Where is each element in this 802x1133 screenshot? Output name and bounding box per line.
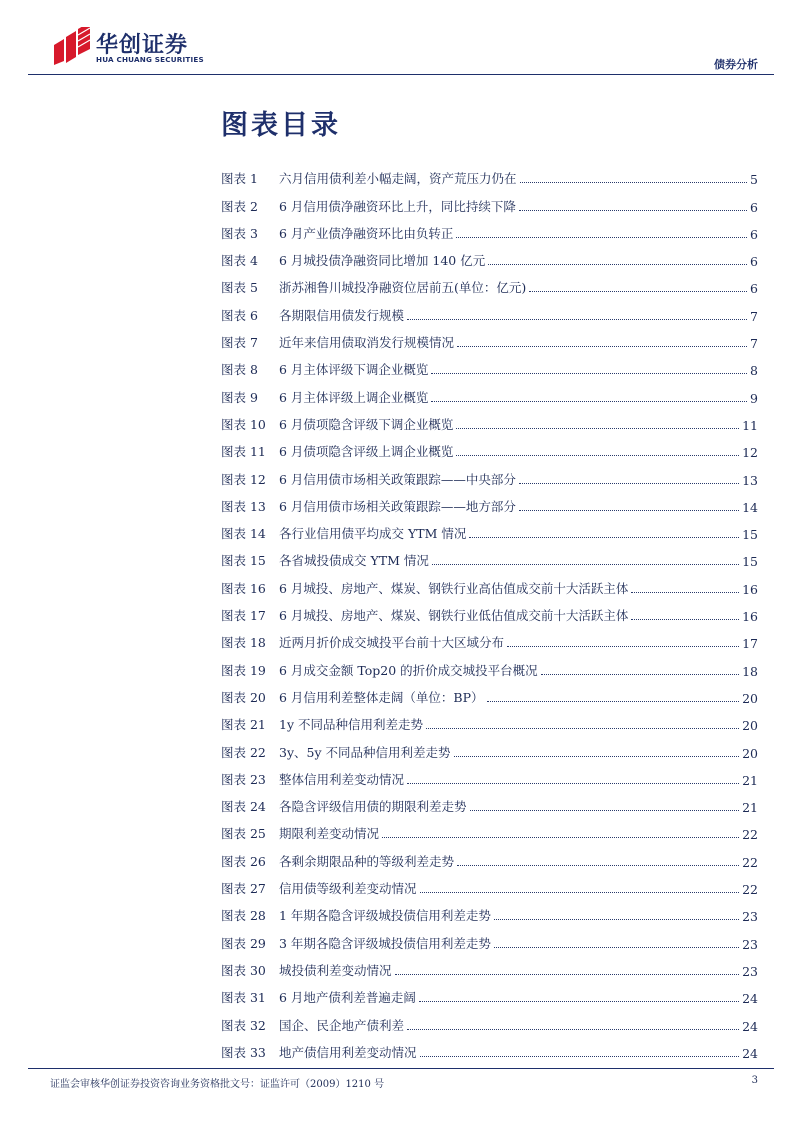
toc-entry-page: 21 — [742, 800, 758, 816]
toc-entry-label: 图表 4 — [221, 253, 258, 269]
toc-entry-label: 图表 9 — [221, 389, 258, 405]
toc-entry[interactable] — [221, 651, 758, 678]
toc-entry-page: 14 — [742, 499, 758, 515]
toc-dot-leader — [470, 810, 740, 811]
toc-entry[interactable] — [221, 433, 758, 460]
toc-entry-label: 图表 15 — [221, 553, 266, 569]
toc-entry-page: 6 — [750, 281, 758, 297]
toc-entry-page: 12 — [742, 445, 758, 461]
toc-entry-title: 6 月地产债利差普遍走阔 — [279, 990, 416, 1006]
toc-entry[interactable] — [221, 842, 758, 869]
page-number: 3 — [751, 1075, 758, 1086]
toc-entry[interactable] — [221, 406, 758, 433]
toc-entry-label: 图表 33 — [221, 1044, 266, 1060]
toc-dot-leader — [420, 1056, 740, 1057]
toc-entry-label: 图表 30 — [221, 962, 266, 978]
toc-entry-title: 各剩余期限品种的等级利差走势 — [279, 853, 455, 869]
toc-entry-title: 各省城投债成交 YTM 情况 — [279, 553, 429, 569]
toc-entry-page: 6 — [750, 199, 758, 215]
toc-entry-title: 3 年期各隐含评级城投债信用利差走势 — [279, 935, 491, 951]
toc-entry-page: 16 — [742, 581, 758, 597]
footer-license-text: 证监会审核华创证券投资咨询业务资格批文号：证监许可（2009）1210 号 — [50, 1079, 385, 1090]
toc-dot-leader — [407, 1029, 739, 1030]
toc-entry-title: 各隐含评级信用债的期限利差走势 — [279, 799, 467, 815]
toc-entry[interactable] — [221, 187, 758, 214]
toc-entry[interactable] — [221, 296, 758, 323]
toc-entry-label: 图表 17 — [221, 608, 266, 624]
toc-entry[interactable] — [221, 924, 758, 951]
toc-entry-page: 23 — [742, 909, 758, 925]
toc-entry-label: 图表 8 — [221, 362, 258, 378]
toc-entry[interactable] — [221, 515, 758, 542]
toc-entry-label: 图表 32 — [221, 1017, 266, 1033]
toc-entry-label: 图表 31 — [221, 990, 266, 1006]
toc-dot-leader — [456, 455, 739, 456]
toc-entry-title: 6 月信用利差整体走阔（单位：BP） — [279, 689, 484, 705]
toc-entry[interactable] — [221, 815, 758, 842]
toc-entry-page: 11 — [742, 417, 758, 433]
toc-entry-page: 8 — [750, 363, 758, 379]
toc-dot-leader — [457, 346, 747, 347]
toc-entry-title: 6 月主体评级下调企业概览 — [279, 362, 429, 378]
toc-entry-label: 图表 25 — [221, 826, 266, 842]
header-divider — [28, 74, 774, 75]
toc-entry-page: 18 — [742, 663, 758, 679]
toc-entry-title: 国企、民企地产债利差 — [279, 1017, 405, 1033]
toc-entry-label: 图表 13 — [221, 498, 266, 514]
toc-entry[interactable] — [221, 788, 758, 815]
toc-entry-label: 图表 20 — [221, 689, 266, 705]
toc-entry[interactable] — [221, 733, 758, 760]
toc-entry-label: 图表 6 — [221, 307, 258, 323]
toc-entry[interactable] — [221, 706, 758, 733]
toc-entry-page: 24 — [742, 1045, 758, 1061]
toc-dot-leader — [419, 1001, 739, 1002]
toc-dot-leader — [519, 510, 739, 511]
toc-entry[interactable] — [221, 242, 758, 269]
toc-entry-page: 20 — [742, 690, 758, 706]
toc-entry-page: 23 — [742, 936, 758, 952]
toc-entry[interactable] — [221, 160, 758, 187]
toc-entry-title: 6 月产业债净融资环比由负转正 — [279, 225, 454, 241]
toc-entry-label: 图表 14 — [221, 526, 266, 542]
toc-entry-title: 城投债利差变动情况 — [279, 962, 392, 978]
toc-entry[interactable] — [221, 460, 758, 487]
toc-entry-page: 24 — [742, 991, 758, 1007]
toc-dot-leader — [431, 373, 747, 374]
toc-entry-page: 22 — [742, 827, 758, 843]
toc-entry-title: 近两月折价成交城投平台前十大区域分布 — [279, 635, 505, 651]
toc-entry-page: 24 — [742, 1018, 758, 1034]
toc-entry-label: 图表 27 — [221, 881, 266, 897]
toc-dot-leader — [631, 619, 739, 620]
toc-entry-label: 图表 18 — [221, 635, 266, 651]
toc-entry-label: 图表 26 — [221, 853, 266, 869]
toc-dot-leader — [456, 237, 747, 238]
toc-dot-leader — [541, 674, 739, 675]
toc-entry-title: 1 年期各隐含评级城投债信用利差走势 — [279, 908, 491, 924]
toc-entry[interactable] — [221, 679, 758, 706]
toc-entry[interactable] — [221, 1006, 758, 1033]
toc-dot-leader — [454, 756, 740, 757]
toc-entry[interactable] — [221, 351, 758, 378]
toc-dot-leader — [469, 537, 739, 538]
toc-entry-label: 图表 1 — [221, 171, 258, 187]
toc-dot-leader — [432, 564, 739, 565]
toc-dot-leader — [488, 264, 747, 265]
toc-entry-label: 图表 29 — [221, 935, 266, 951]
toc-entry-title: 近年来信用债取消发行规模情况 — [279, 335, 455, 351]
toc-entry-page: 13 — [742, 472, 758, 488]
toc-entry[interactable] — [221, 624, 758, 651]
toc-dot-leader — [426, 728, 739, 729]
toc-entry-title: 1y 不同品种信用利差走势 — [279, 717, 423, 733]
page-title: 图表目录 — [221, 110, 341, 141]
toc-dot-leader — [457, 865, 739, 866]
footer-divider — [28, 1068, 774, 1069]
toc-entry-label: 图表 11 — [221, 444, 266, 460]
toc-dot-leader — [395, 974, 740, 975]
page-header — [0, 0, 802, 76]
toc-entry-title: 各期限信用债发行规模 — [279, 307, 405, 323]
toc-entry[interactable] — [221, 378, 758, 405]
toc-entry-page: 15 — [742, 527, 758, 543]
toc-entry-page: 5 — [750, 172, 758, 188]
toc-entry[interactable] — [221, 897, 758, 924]
toc-entry[interactable] — [221, 979, 758, 1006]
toc-entry-title: 6 月城投债净融资同比增加 140 亿元 — [279, 253, 486, 269]
toc-entry-label: 图表 22 — [221, 744, 266, 760]
toc-entry-title: 6 月主体评级上调企业概览 — [279, 389, 429, 405]
toc-entry[interactable] — [221, 870, 758, 897]
toc-entry[interactable] — [221, 215, 758, 242]
toc-entry-page: 21 — [742, 772, 758, 788]
toc-dot-leader — [519, 210, 747, 211]
toc-entry-page: 9 — [750, 390, 758, 406]
toc-entry-label: 图表 5 — [221, 280, 258, 296]
toc-entry[interactable] — [221, 597, 758, 624]
toc-entry-label: 图表 12 — [221, 471, 266, 487]
toc-dot-leader — [407, 783, 739, 784]
toc-dot-leader — [494, 947, 739, 948]
toc-entry[interactable] — [221, 488, 758, 515]
toc-entry-title: 6 月债项隐含评级上调企业概览 — [279, 444, 454, 460]
toc-entry-title: 6 月成交金额 Top20 的折价成交城投平台概况 — [279, 662, 538, 678]
toc-entry-page: 17 — [742, 636, 758, 652]
toc-entry[interactable] — [221, 542, 758, 569]
toc-entry-label: 图表 7 — [221, 335, 258, 351]
toc-dot-leader — [420, 892, 740, 893]
toc-entry-title: 6 月信用债市场相关政策跟踪——地方部分 — [279, 498, 516, 514]
report-type-label: 债券分析 — [714, 58, 758, 71]
toc-dot-leader — [382, 837, 739, 838]
huachuang-logo-icon — [52, 27, 92, 65]
toc-entry[interactable] — [221, 324, 758, 351]
toc-entry[interactable] — [221, 761, 758, 788]
toc-entry-title: 地产债信用利差变动情况 — [279, 1044, 417, 1060]
toc-entry-label: 图表 28 — [221, 908, 266, 924]
toc-entry[interactable] — [221, 1034, 758, 1061]
toc-entry-label: 图表 10 — [221, 416, 266, 432]
brand-name-cn: 华创证券 — [96, 33, 189, 58]
toc-dot-leader — [507, 646, 739, 647]
toc-entry-page: 20 — [742, 745, 758, 761]
toc-entry[interactable] — [221, 569, 758, 596]
toc-entry-title: 六月信用债利差小幅走阔，资产荒压力仍在 — [279, 171, 517, 187]
toc-entry-title: 信用债等级利差变动情况 — [279, 881, 417, 897]
toc-entry-title: 期限利差变动情况 — [279, 826, 380, 842]
toc-dot-leader — [407, 319, 747, 320]
toc-entry-title: 6 月城投、房地产、煤炭、钢铁行业高估值成交前十大活跃主体 — [279, 580, 629, 596]
toc-entry-page: 23 — [742, 963, 758, 979]
toc-entry-page: 16 — [742, 609, 758, 625]
toc-dot-leader — [456, 428, 739, 429]
toc-dot-leader — [520, 182, 748, 183]
table-of-figures — [221, 160, 758, 1061]
toc-entry[interactable] — [221, 952, 758, 979]
toc-entry-label: 图表 3 — [221, 225, 258, 241]
toc-entry-title: 各行业信用债平均成交 YTM 情况 — [279, 526, 467, 542]
toc-entry-title: 3y、5y 不同品种信用利差走势 — [279, 744, 451, 760]
toc-entry-page: 22 — [742, 854, 758, 870]
toc-entry-label: 图表 16 — [221, 580, 266, 596]
toc-entry-page: 6 — [750, 254, 758, 270]
toc-dot-leader — [431, 401, 747, 402]
toc-dot-leader — [494, 919, 739, 920]
toc-entry-title: 6 月城投、房地产、煤炭、钢铁行业低估值成交前十大活跃主体 — [279, 608, 629, 624]
toc-entry-page: 7 — [750, 308, 758, 324]
toc-dot-leader — [519, 483, 739, 484]
toc-entry-title: 6 月债项隐含评级下调企业概览 — [279, 416, 454, 432]
brand-name-en: HUA CHUANG SECURITIES — [96, 55, 204, 64]
toc-entry-page: 7 — [750, 336, 758, 352]
toc-entry-label: 图表 19 — [221, 662, 266, 678]
toc-entry-page: 6 — [750, 226, 758, 242]
toc-entry-page: 22 — [742, 882, 758, 898]
toc-entry-title: 6 月信用债市场相关政策跟踪——中央部分 — [279, 471, 516, 487]
toc-entry-title: 浙苏湘鲁川城投净融资位居前五(单位：亿元) — [279, 280, 527, 296]
toc-entry-page: 20 — [742, 718, 758, 734]
toc-entry-page: 15 — [742, 554, 758, 570]
toc-entry-label: 图表 23 — [221, 771, 266, 787]
toc-dot-leader — [529, 291, 747, 292]
toc-entry[interactable] — [221, 269, 758, 296]
toc-entry-label: 图表 24 — [221, 799, 266, 815]
toc-dot-leader — [631, 592, 739, 593]
toc-entry-title: 6 月信用债净融资环比上升，同比持续下降 — [279, 198, 516, 214]
toc-entry-label: 图表 2 — [221, 198, 258, 214]
toc-entry-title: 整体信用利差变动情况 — [279, 771, 405, 787]
toc-entry-label: 图表 21 — [221, 717, 266, 733]
toc-dot-leader — [487, 701, 740, 702]
